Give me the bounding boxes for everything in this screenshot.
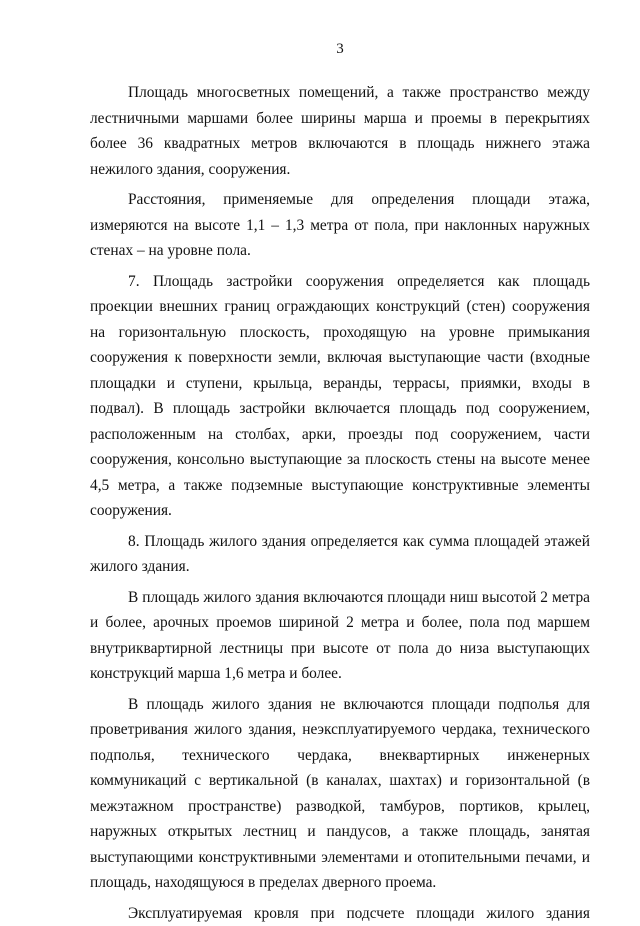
paragraph-multilight-rooms: Площадь многосветных помещений, а также пространство между лестничными маршами более ширины марша и проемы в перекрытиях более 36 квадратных метров включаются в площадь нижнего этажа нежилого здания, сооружения. <box>90 80 590 182</box>
page-number: 3 <box>90 40 590 58</box>
paragraph-roof: Эксплуатируемая кровля при подсчете площади жилого здания <box>90 901 590 926</box>
paragraph-excluded-areas: В площадь жилого здания не включаются площади подполья для проветривания жилого здания, неэксплуатируемого чердака, технического подполья, технического чердака, внеквартирных инженерных коммуникаций с вертикальной (в каналах, шахтах) и горизонтальной (в межэтажном пространстве) разводкой, тамбуров, портиков, крылец, наружных открытых лестниц и пандусов, а также площадь, занятая выступающими конструктивными элементами и отопительными печами, и площадь, находящуюся в пределах дверного проема. <box>90 692 590 896</box>
paragraph-measurement-height: Расстояния, применяемые для определения площади этажа, измеряются на высоте 1,1 – 1,3 метра от пола, при наклонных наружных стенах – на уровне пола. <box>90 187 590 264</box>
paragraph-residential-area: 8. Площадь жилого здания определяется как сумма площадей этажей жилого здания. <box>90 529 590 580</box>
paragraph-building-footprint: 7. Площадь застройки сооружения определяется как площадь проекции внешних границ ограждающих конструкций (стен) сооружения на горизонтальную плоскость, проходящую на уровне примыкания сооружения к поверхности земли, включая выступающие части (входные площадки и ступени, крыльца, веранды, террасы, приямки, входы в подвал). В площадь застройки включается площадь под сооружением, расположенным на столбах, арки, проезды под сооружением, части сооружения, консольно выступающие за плоскость стены на высоте менее 4,5 метра, а также подземные выступающие конструктивные элементы сооружения. <box>90 269 590 524</box>
paragraph-included-areas: В площадь жилого здания включаются площади ниш высотой 2 метра и более, арочных проемов шириной 2 метра и более, пола под маршем внутриквартирной лестницы при высоте от пола до низа выступающих конструкций марша 1,6 метра и более. <box>90 585 590 687</box>
